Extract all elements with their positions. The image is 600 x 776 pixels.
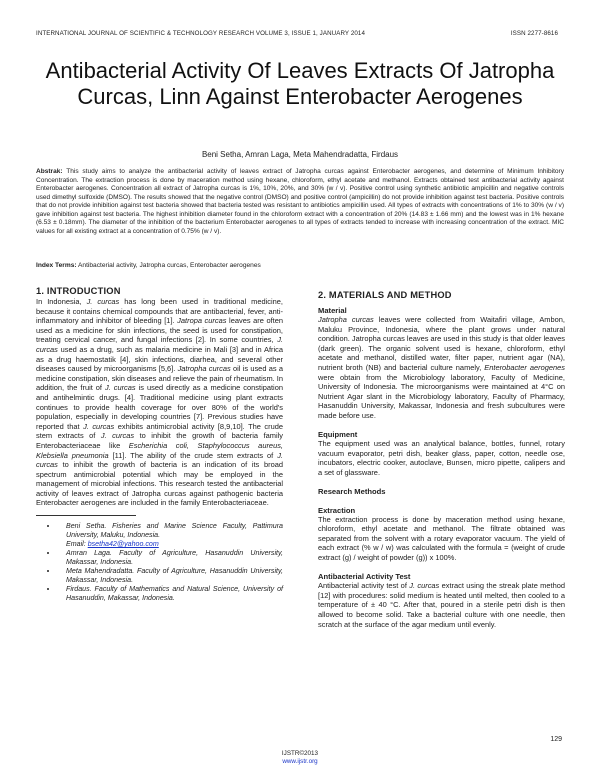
affiliation-item: • Amran Laga. Faculty of Agriculture, Hasanuddin University, Makassar, Indonesia.: [58, 549, 283, 567]
author-email-link[interactable]: bsetha42@yahoo.com: [87, 540, 159, 549]
material-paragraph: Jatropha curcas leaves were collected from Waitafiri village, Ambon, Maluku Province, Indonesia, where the plant grows under natural condition. Jatropha curcas leaves are used in this study is that older leaves (dark green). The organic solvent used is hexane, chloroform, ethyl acetate and methanol, distilled water, filter paper, nutrient agar (NA), nutrient broth (NB) and bacterial culture namely, Enterobacter aerogenes were obtain from the Microbiology laboratory, Faculty of Medicine, University of Indonesia. The microorganisms were maintained at 4°C on Nutrient Agar slant in the Microbiology laboratory, Faculty of Pharmacy, Hasanuddin University, Makassar, Indonesia and fresh subcultures were made before use.: [318, 315, 565, 420]
equipment-paragraph: The equipment used was an analytical balance, bottles, funnel, rotary vacuum evaporator, petri dish, beaker glass, paper, cotton, needle ose, incubators, electric cooker, autoclave, Bunsen, micro pipette, calipers and a set of glassware.: [318, 439, 565, 477]
abstract-label: Abstrak:: [36, 168, 63, 175]
antibacterial-test-paragraph: Antibacterial activity test of J. curcas extract using the streak plate method [12] with procedures: solid medium is heated until melted, then cooled to a temperature of ± 40 °C. After that, poured in a sterile petri dish is then allowed to become solid. Take a bacterial culture with one needle, then scratch at the surface of the agar medium until evenly.: [318, 581, 565, 629]
affiliation-item: • Meta Mahendradatta. Faculty of Agriculture, Hasanuddin University, Makassar, Indonesia.: [58, 567, 283, 585]
author-list: Beni Setha, Amran Laga, Meta Mahendradatta, Firdaus: [201, 150, 399, 159]
copyright-code: IJSTR©2013: [281, 750, 319, 757]
running-header: [36, 30, 558, 37]
affiliation-list: [36, 522, 283, 603]
footnote-divider: [36, 515, 136, 516]
affiliation-item: • Firdaus. Faculty of Mathematics and Natural Science, University of Hasanuddin, Makassar, Indonesia.: [58, 585, 283, 603]
research-methods-heading: Research Methods: [318, 487, 386, 497]
right-column: [318, 290, 565, 629]
issn: ISSN 2277-8616: [510, 30, 558, 37]
index-terms-text: Antibacterial activity, Jatropha curcas, Enterobacter aerogenes: [78, 262, 261, 269]
page-number: 129: [550, 736, 562, 743]
paper-title: Antibacterial Activity Of Leaves Extracts Of Jatropha Curcas, Linn Against Enterobacter Aerogenes: [45, 58, 555, 109]
page-footer: [0, 750, 600, 766]
affiliation-item: • Beni Setha. Fisheries and Marine Science Faculty, Pattimura University, Maluku, Indonesia. Email: bsetha42@yahoo.com: [58, 522, 283, 549]
intro-paragraph: In Indonesia, J. curcas has long been used in traditional medicine, because it contains chemical compounds that are antibacterial, fever, anti-inflammatory and inhibitor of bleeding [1]. Jatropa curcas leaves are often used as a medicine for skin infections, the seed is used for constipation, treating cervical cancer, and fungal infections [2]. In some countries, J. curcas used as a drug, such as malaria medicine in Mali [3] and in Africa as a drug haemostatik [4], skin infections, diarhea, and several other diseases caused by microorganisms [5,6]. Jatropha curcas oil is used as a medicine constipation, skin diseases and relieve the pain of rheumatism. In addition, the fruit of J. curcas is used directly as a medicine constipation and antihelmintic drugs. [4]. Traditional medicine using plant extracts continues to provide health coverage for over 80% of the world's population, especially in developing countries [7]. Previous studies have reported that J. curcas exhibits antimicrobial activity [8,9,10]. The crude stem extracts of J. curcas to inhibit the growth of bacteria family Enterobacteriaceae like Escherichia coli, Staphylococcus aureus, Klebsiella pneumonia [11]. The ability of the crude stem extracts of J. curcas to inhibit the growth of bacteria is an indication of its broad spectrum antimicrobial potential which may be employed in the management of microbial infections. This research tested the antibacterial activity of leaves extract of Jatropha curcas against pathogenic bacteria Enterobacter aerogenes are included in the family Enterobacteriaceae.: [36, 297, 283, 508]
extraction-heading: Extraction: [318, 505, 356, 515]
left-column: [36, 286, 283, 603]
abstract: [36, 168, 564, 236]
index-terms: [36, 262, 564, 269]
index-terms-label: Index Terms:: [36, 262, 77, 269]
material-heading: Material: [318, 306, 347, 315]
antibacterial-test-heading: Antibacterial Activity Test: [318, 572, 411, 582]
methods-heading: 2. MATERIALS AND METHOD: [318, 290, 452, 300]
intro-heading: 1. INTRODUCTION: [36, 286, 121, 296]
journal-url-link[interactable]: www.ijstr.org: [282, 758, 318, 765]
extraction-paragraph: The extraction process is done by maceration method using hexane, chloroform, ethyl acetate and methanol. The filtrate obtained was separated from the solvent with a rotary evaporator vacuum. The yield of each extract (% w / w) was calculated with the formula = (weight of crude extract (g) / weight of powder (g)) x 100%.: [318, 514, 565, 563]
journal-name: INTERNATIONAL JOURNAL OF SCIENTIFIC & TECHNOLOGY RESEARCH VOLUME 3, ISSUE 1, JANUARY 2014: [36, 30, 366, 37]
equipment-heading: Equipment: [318, 430, 358, 440]
abstract-text: This study aims to analyze the antibacterial activity of leaves extract of Jatropha curcas against Enterobacter aerogenes, and determine of Minimum Inhibitory Concentration. The extraction process is done by maceration method using hexane, chloroform, ethyl acetate and methanol. Extracts obtained test antibacterial activity against Enterobacter aerogenes. Concentration all extract of Jatropha curcas is 1%, 10%, 20%, and 30% (w / v). Positive control using synthetic antibiotic ampicillin and negative controls used dimethyl sulfoxide (DMSO). The results showed that the negative control (DMSO) and positive control (ampicillin) do not provide inhibition against test bacteria. Positive controls that do not provide inhibition against test bacteria showed that bacteria tested was resistant to antibiotics ampicillin used. All types of extracts with concentrations of 1% to 30% (w / v) gave inhibition against test bacteria. The highest inhibition diameter found in the chloroform extract with a concentration of 20% (14.83 ± 1.66 mm) and the lowest was in 1% hexane (6.53 ± 0.18mm). The diameter of the inhibition of the bacterium Enterobacter aerogenes to all types of extracts tended to increase with increasing concentration of the extract. MIC values for all existing extract at a concentration of 0.75% (w / v).: [36, 168, 565, 235]
